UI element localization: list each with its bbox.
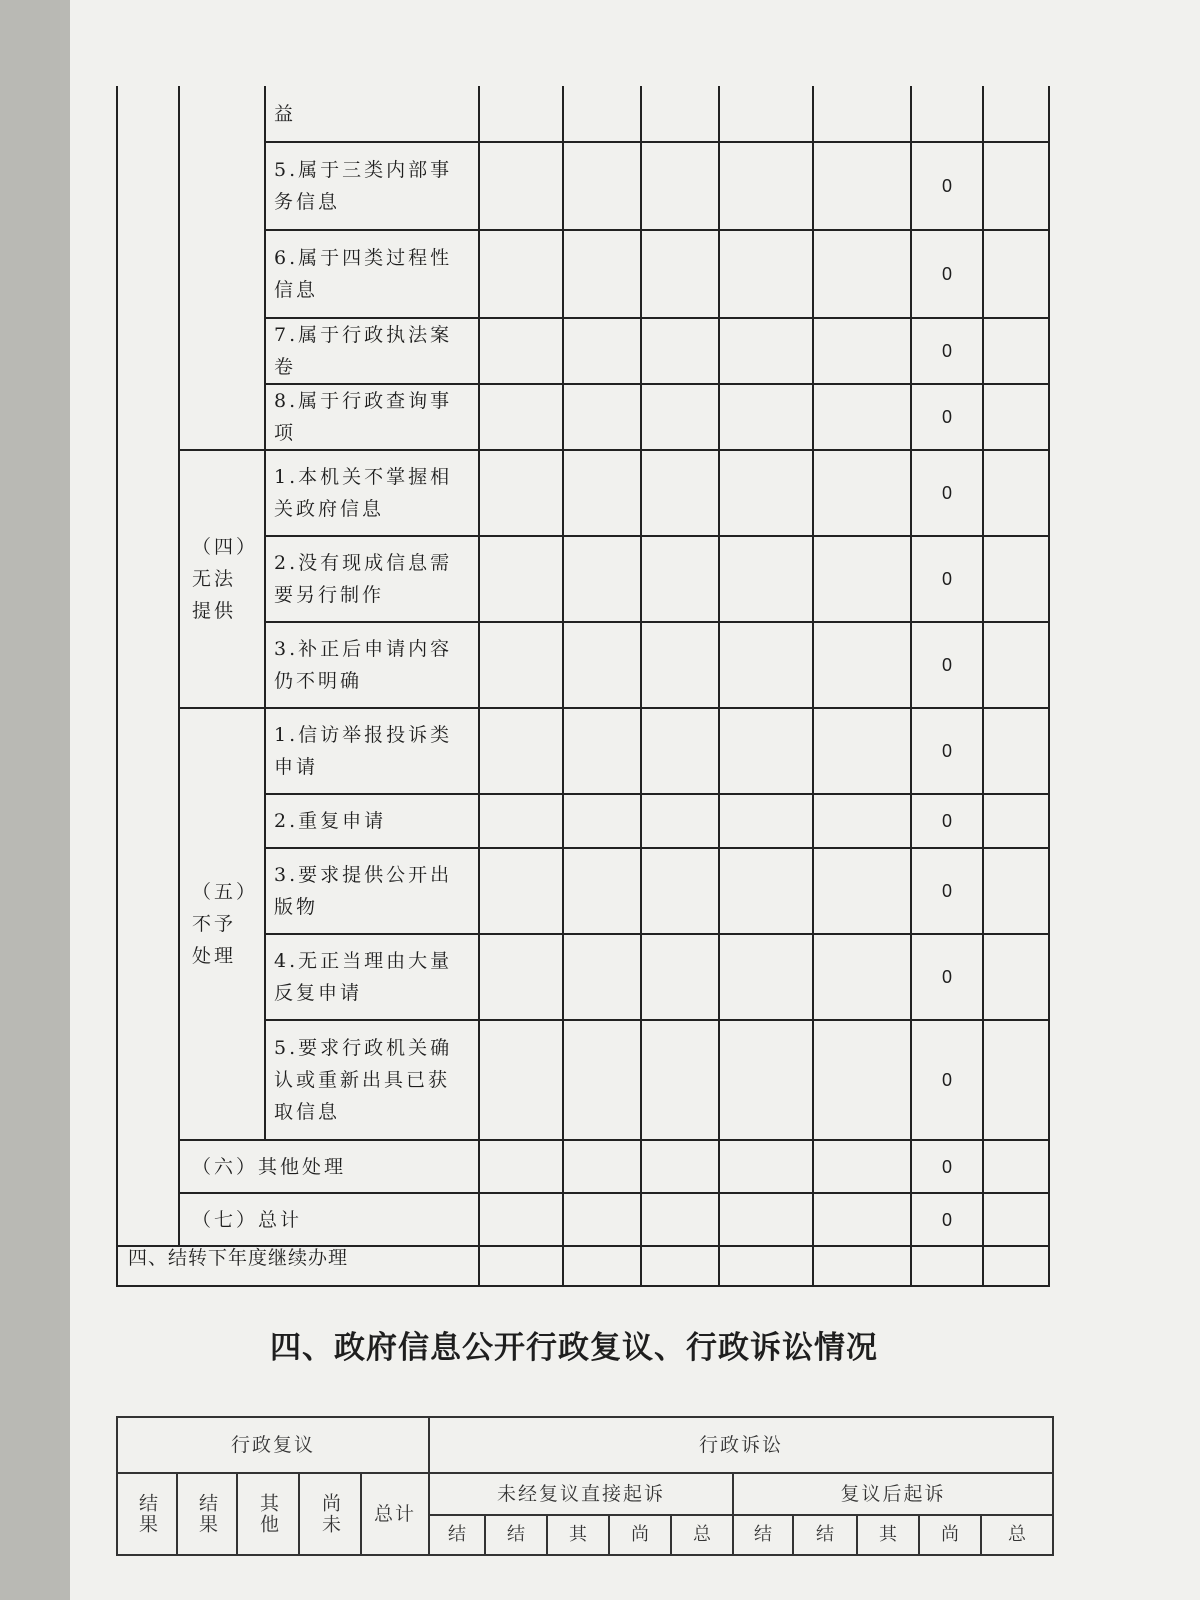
total-value: 0 (911, 794, 983, 848)
direct-col-header: 其 (547, 1515, 609, 1555)
admin-litigation-header: 行政诉讼 (429, 1417, 1053, 1473)
carryover-label: 四、结转下年度继续办理 (117, 1230, 479, 1286)
row-label: 8.属于行政查询事项 (265, 384, 479, 450)
review-col-header: 结果 (117, 1473, 177, 1555)
row-label: 2.重复申请 (265, 794, 479, 848)
row-label: 2.没有现成信息需要另行制作 (265, 536, 479, 622)
total-value: 0 (911, 230, 983, 318)
row-label: 3.补正后申请内容仍不明确 (265, 622, 479, 708)
category-cell-three-continued (179, 86, 265, 450)
total-value: 0 (911, 1020, 983, 1140)
after-col-header: 总 (981, 1515, 1053, 1555)
row-label: 7.属于行政执法案卷 (265, 318, 479, 384)
after-col-header: 尚 (919, 1515, 981, 1555)
total-value: 0 (911, 1193, 983, 1246)
direct-suit-header: 未经复议直接起诉 (429, 1473, 733, 1515)
total-value: 0 (911, 622, 983, 708)
review-col-header: 尚未 (299, 1473, 361, 1555)
total-value: 0 (911, 1140, 983, 1193)
total-value: 0 (911, 384, 983, 450)
row-label: 6.属于四类过程性信息 (265, 230, 479, 318)
direct-col-header: 尚 (609, 1515, 671, 1555)
row-label: 益 (265, 86, 479, 142)
total-value: 0 (911, 848, 983, 934)
category-cannot-provide: （四）无法提供 (179, 450, 265, 708)
total-value: 0 (911, 708, 983, 794)
review-col-header: 其他 (237, 1473, 299, 1555)
outer-left-cell (117, 86, 179, 1246)
direct-col-header: 结 (485, 1515, 547, 1555)
row-label-other: （六）其他处理 (179, 1140, 479, 1193)
total-value: 0 (911, 934, 983, 1020)
row-label-total: （七）总计 (179, 1193, 479, 1246)
section-title: 四、政府信息公开行政复议、行政诉讼情况 (270, 1330, 878, 1366)
category-not-processed: （五）不予处理 (179, 708, 265, 1140)
review-col-header: 总计 (361, 1473, 429, 1555)
total-value: 0 (911, 536, 983, 622)
direct-col-header: 总 (671, 1515, 733, 1555)
total-value: 0 (911, 142, 983, 230)
application-results-table (116, 86, 1050, 1247)
after-col-header: 结 (733, 1515, 793, 1555)
after-col-header: 结 (793, 1515, 857, 1555)
direct-col-header: 结 (429, 1515, 485, 1555)
row-label: 5.属于三类内部事务信息 (265, 142, 479, 230)
row-label: 4.无正当理由大量反复申请 (265, 934, 479, 1020)
review-litigation-table (116, 1416, 1054, 1556)
row-label: 5.要求行政机关确认或重新出具已获取信息 (265, 1020, 479, 1140)
row-label: 1.本机关不掌握相关政府信息 (265, 450, 479, 536)
after-review-header: 复议后起诉 (733, 1473, 1053, 1515)
row-label: 1.信访举报投诉类申请 (265, 708, 479, 794)
carryover-table (116, 1230, 1050, 1287)
after-col-header: 其 (857, 1515, 919, 1555)
total-value: 0 (911, 450, 983, 536)
total-value: 0 (911, 318, 983, 384)
row-label: 3.要求提供公开出版物 (265, 848, 479, 934)
admin-review-header: 行政复议 (117, 1417, 429, 1473)
review-col-header: 结果 (177, 1473, 237, 1555)
document-page (70, 0, 1200, 1600)
